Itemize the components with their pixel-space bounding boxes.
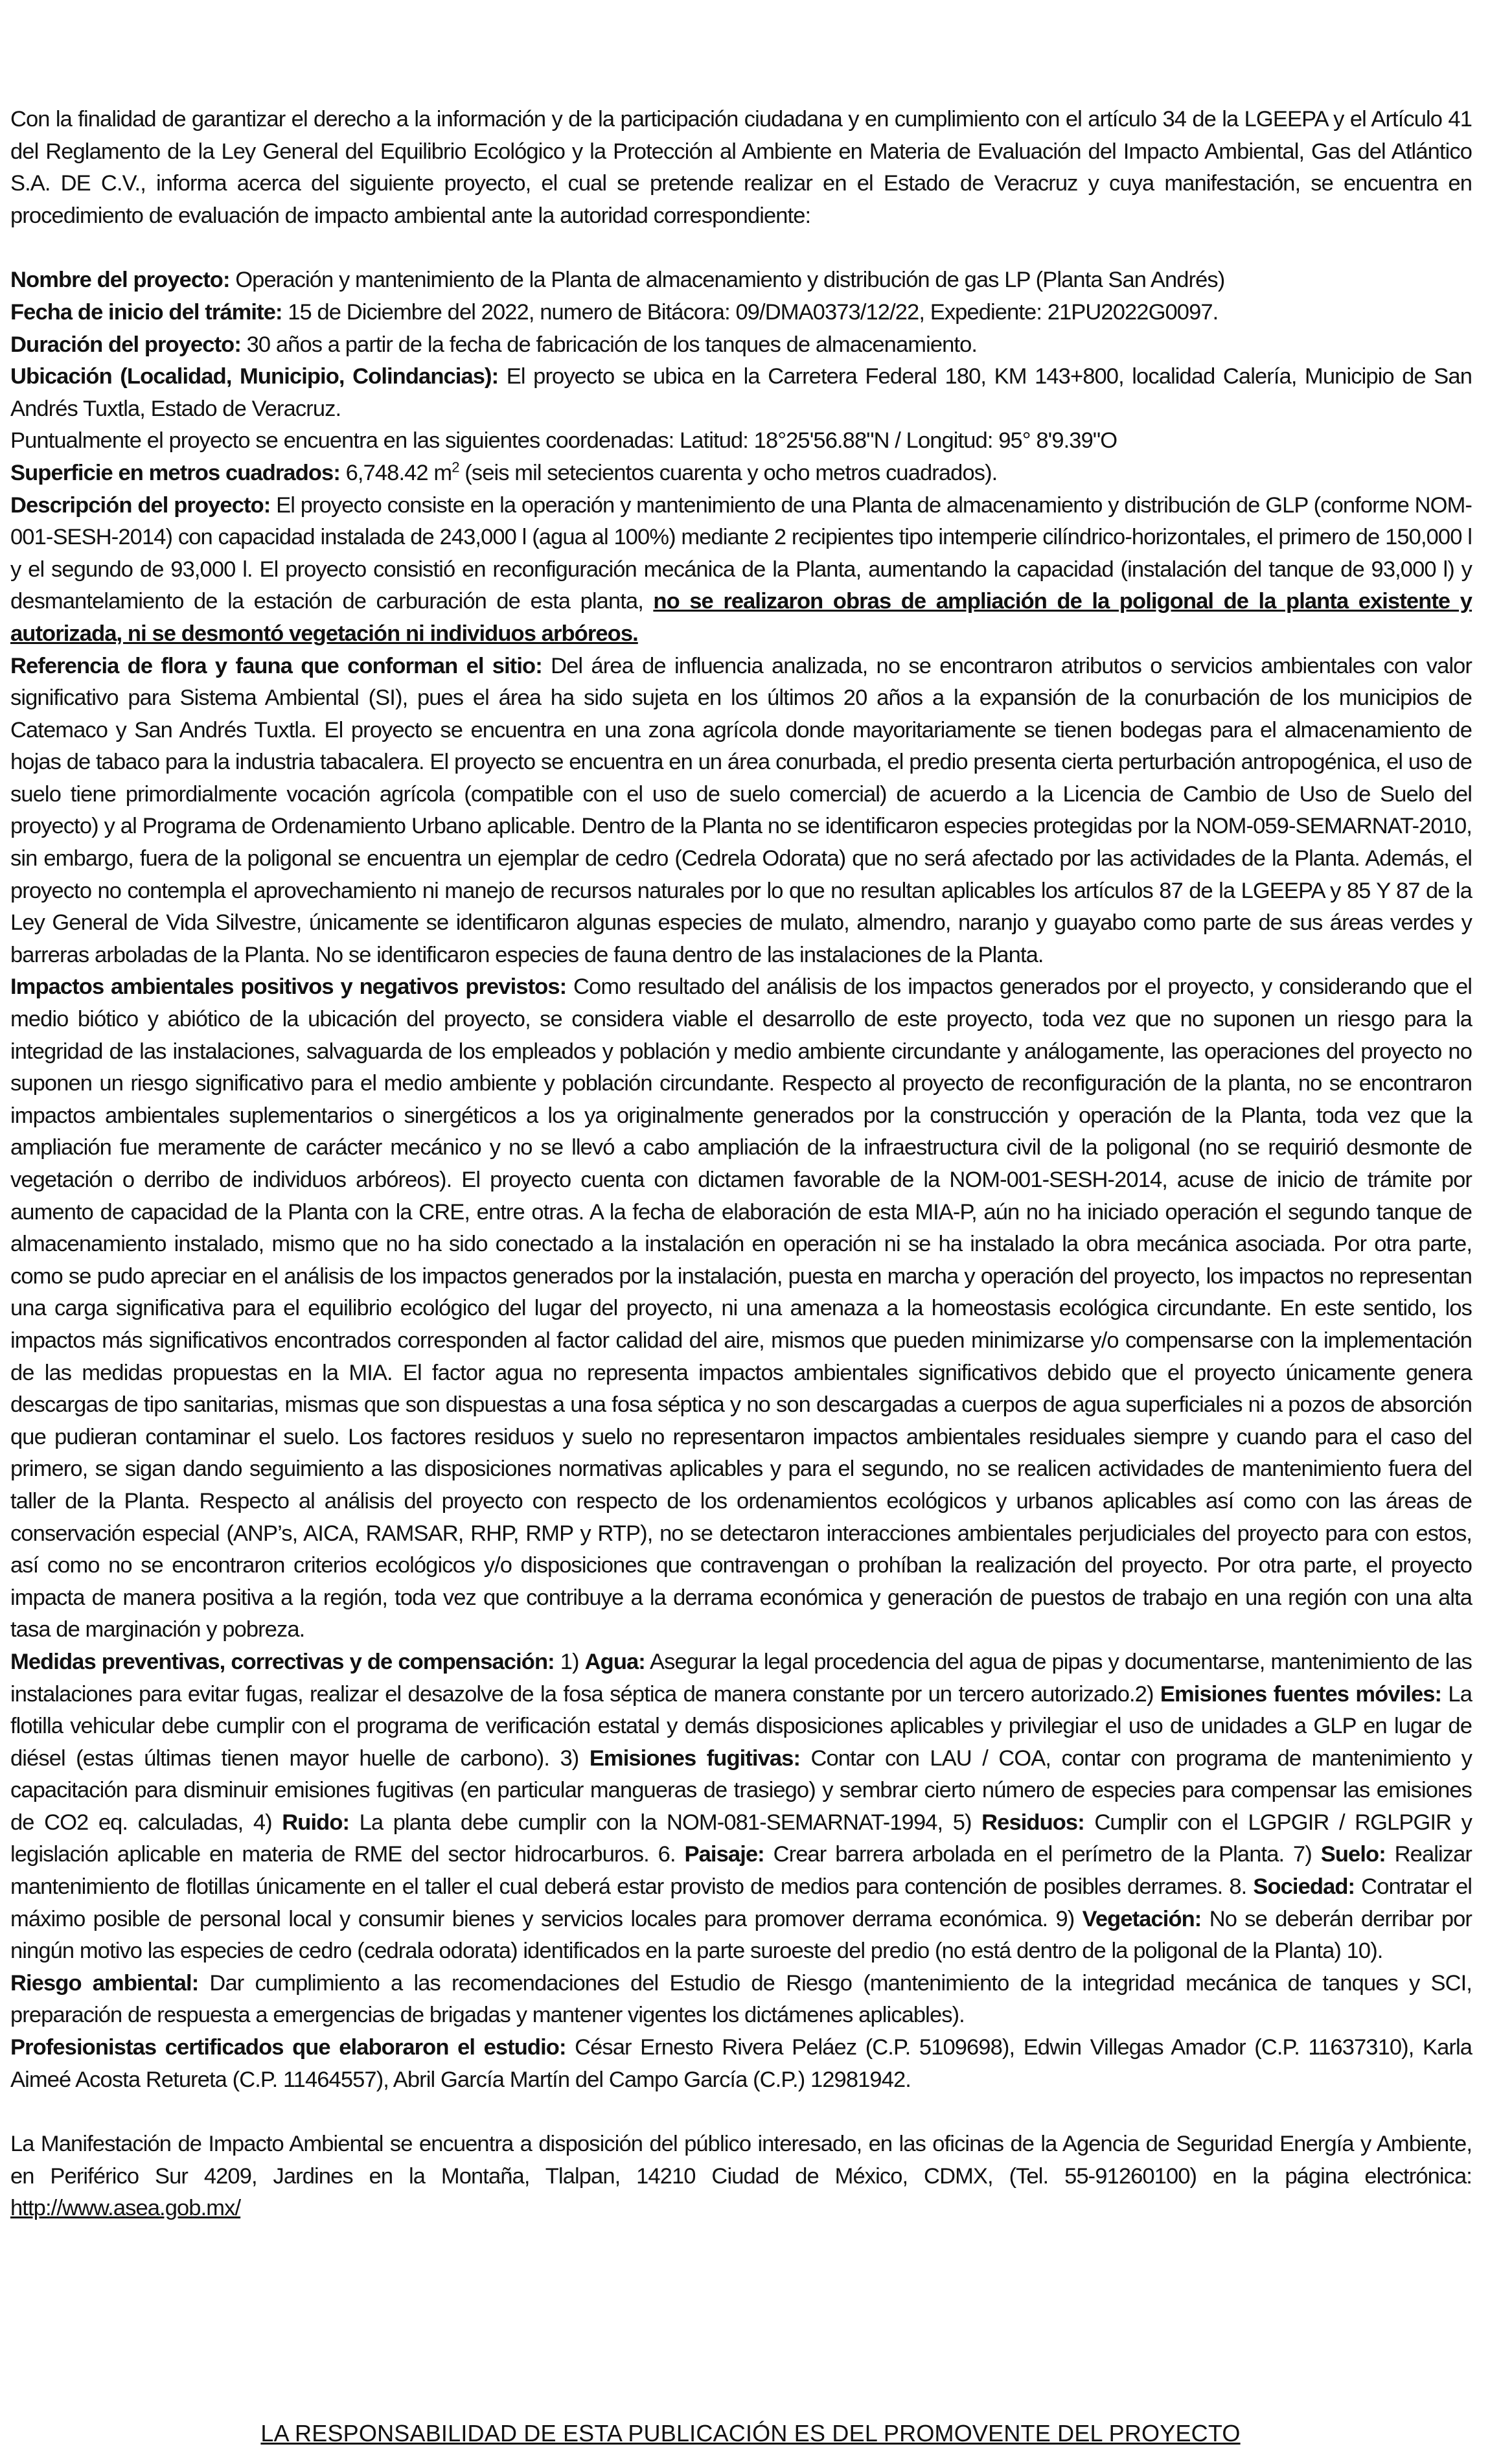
environmental-risk [10,1968,1472,2032]
measure-soil-label: Suelo: [1320,1842,1386,1867]
measure-soil: Realizar mantenimiento de flotillas únicamente en el taller el cual deberá estar provisto de medios para contención de posibles derrames. 8. [10,1842,1472,1900]
measure-vegetation-label: Vegetación: [1082,1906,1202,1931]
measure-waste: Cumplir con el LGPGIR / RGLPGIR y legislación aplicable en materia de RME del sector hidrocarburos. 6. [10,1810,1472,1867]
measure-waste-label: Residuos: [981,1810,1084,1835]
environmental-risk-label: Riesgo ambiental: [10,1970,199,1996]
measure-landscape-label: Paisaje: [684,1842,764,1867]
start-date-value: 15 de Diciembre del 2022, numero de Bitácora: 09/DMA0373/12/22, Expediente: 21PU2022G0097. [282,299,1219,325]
measure-vegetation: No se deberán derribar por ningún motivo las especies de cedro (cedrala odorata) identificados en la parte suroeste del predio (no está dentro de la poligonal de la Planta) 10). [10,1906,1472,1964]
location [10,361,1472,425]
duration-label: Duración del proyecto: [10,332,241,357]
surface-label: Superficie en metros cuadrados: [10,460,340,485]
impacts-label: Impactos ambientales positivos y negativos previstos: [10,974,567,1000]
impacts [10,971,1472,1646]
professionals-label: Profesionistas certificados que elaboraron el estudio: [10,2035,566,2060]
environmental-risk-value: Dar cumplimiento a las recomendaciones del Estudio de Riesgo (mantenimiento de la integridad mecánica de tanques y SCI, preparación de respuesta a emergencias de brigadas y mantener vigentes los dictámenes aplicables). [10,1970,1472,2028]
measure-landscape: Crear barrera arbolada en el perímetro de la Planta. 7) [764,1842,1321,1867]
spacer [10,2096,1472,2128]
measure-mobile-label: Emisiones fuentes móviles: [1160,1681,1442,1707]
measure-mobile: La flotilla vehicular debe cumplir con el programa de verificación estatal y demás disposiciones aplicables y privilegiar el uso de unidades a GLP en lugar de diésel (estas últimas tienen mayor huelle de carbono). 3) [10,1681,1472,1771]
location-label: Ubicación (Localidad, Municipio, Colindancias): [10,364,499,389]
coordinates: Puntualmente el proyecto se encuentra en las siguientes coordenadas: Latitud: 18°25'56.88"N / Longitud: 95° 8'9.39"O [10,428,1117,454]
duration-value: 30 años a partir de la fecha de fabricación de los tanques de almacenamiento. [240,332,978,357]
measure-noise: La planta debe cumplir con la NOM-081-SEMARNAT-1994, 5) [349,1810,982,1835]
measure-water-label: Agua: [584,1649,645,1674]
availability-text: La Manifestación de Impacto Ambiental se encuentra a disposición del público interesado, en las oficinas de la Agencia de Seguridad Energía y Ambiente, en Periférico Sur 4209, Jardines en la Montaña, Tlalpan, 14210 Ciudad de México, CDMX, (Tel. 55-91260100) en la página electrónica: [10,2132,1472,2189]
measure-fugitive-label: Emisiones fugitivas: [589,1745,801,1771]
measure-fugitive: Contar con LAU / COA, contar con programa de mantenimiento y capacitación para disminuir emisiones fugitivas (en particular mangueras de trasiego) y sembrar cierto número de especies para compensar las emisiones de CO2 eq. calculadas, 4) [10,1745,1472,1835]
measures [10,1646,1472,1968]
surface-value: 6,748.42 m [339,460,452,485]
location-value: El proyecto se ubica en la Carretera Federal 180, KM 143+800, localidad Calería, Municipio de San Andrés Tuxtla, Estado de Veracruz. [10,364,1472,421]
professionals-value: César Ernesto Rivera Peláez (C.P. 5109698), Edwin Villegas Amador (C.P. 11637310), Karla Aimeé Acosta Retureta (C.P. 11464557), Abril García Martín del Campo García (C.P.) 12981942. [10,2035,1472,2092]
project-name-label: Nombre del proyecto: [10,268,230,293]
impacts-value: Como resultado del análisis de los impactos generados por el proyecto, y considerando que el medio biótico y abiótico de la ubicación del proyecto, se considera viable el desarrollo de este proyecto, toda vez que no suponen un riesgo para la integridad de las instalaciones, salvaguarda de los empleados y población y medio ambiente circundante y análogamente, las operaciones del proyecto no suponen un riesgo significativo para el medio ambiente y población circundante. Respecto al proyecto de reconfiguración de la planta, no se encontraron impactos ambientales suplementarios o sinergéticos a los ya originalmente generados por la construcción y operación de la Planta, toda vez que la ampliación fue meramente de carácter mecánico y no se llevó a cabo ampliación de la infraestructura civil de la poligonal (no se requirió desmonte de vegetación o derribo de individuos arbóreos). El proyecto cuenta con dictamen favorable de la NOM-001-SESH-2014, acuse de inicio de trámite por aumento de capacidad de la Planta con la CRE, entre otras. A la fecha de elaboración de esta MIA-P, aún no ha iniciado operación el segundo tanque de almacenamiento instalado, mismo que no ha sido conectado a la instalación en operación ni se ha instalado la obra mecánica asociada. Por otra parte, como se pudo apreciar en el análisis de los impactos generados por la instalación, puesta en marcha y operación del proyecto, los impactos no representan una carga significativa para el equilibrio ecológico del lugar del proyecto, ni una amenaza a la homeostasis ecológica circundante. En este sentido, los impactos más significativos encontrados corresponden al factor calidad del aire, mismos que pueden minimizarse y/o compensarse con la implementación de las medidas propuestas en la MIA. El factor agua no representa impactos ambientales significativos debido que el proyecto únicamente genera descargas de tipo sanitarias, mismas que son dispuestas a una fosa séptica y no son descargadas a cuerpos de agua superficiales ni a pozos de absorción que pudieran contaminar el suelo. Los factores residuos y suelo no representaron impactos ambientales residuales siempre y cuando para el caso del primero, se sigan dando seguimiento a las disposiciones normativas aplicables y para el segundo, no se realicen actividades de mantenimiento fuera del taller de la Planta. Respecto al análisis del proyecto con respecto de los ordenamientos ecológicos y urbanos aplicables así como con las áreas de conservación especial (ANP’s, AICA, RAMSAR, RHP, RMP y RTP), no se detectaron interacciones ambientales perjudiciales del proyecto para con estos, así como no se encontraron criterios ecológicos y/o disposiciones que contravengan o prohíban la realización del proyecto. Por otra parte, el proyecto impacta de manera positiva a la región, toda vez que contribuye a la derrama económica y generación de puestos de trabajo en una región con una alta tasa de marginación y pobreza. [10,974,1472,1642]
spacer [10,232,1472,264]
description [10,490,1472,651]
measure-society: Contratar el máximo posible de personal local y consumir bienes y servicios locales para promover derrama económica. 9) [10,1874,1472,1931]
measure-noise-label: Ruido: [282,1810,350,1835]
footer-text: LA RESPONSABILIDAD DE ESTA PUBLICACIÓN ES DEL PROMOVENTE DEL PROYECTO [260,2420,1241,2447]
project-name-value: Operación y mantenimiento de la Planta de almacenamiento y distribución de gas LP (Planta San Andrés) [229,268,1225,293]
intro-paragraph: Con la finalidad de garantizar el derecho a la información y de la participación ciudadana y en cumplimiento con el artículo 34 de la LGEEPA y el Artículo 41 del Reglamento de la Ley General del Equilibrio Ecológico y la Protección al Ambiente en Materia de Evaluación del Impacto Ambiental, Gas del Atlántico S.A. DE C.V., informa acerca del siguiente proyecto, el cual se pretende realizar en el Estado de Veracruz y cuya manifestación, se encuentra en procedimiento de evaluación de impacto ambiental ante la autoridad correspondiente: [10,107,1472,228]
measure-water: Asegurar la legal procedencia del agua de pipas y documentarse, mantenimiento de las instalaciones para evitar fugas, realizar el desazolve de la fosa séptica de manera constante por un tercero autorizado.2) [10,1649,1472,1707]
start-date-label: Fecha de inicio del trámite: [10,299,282,325]
start-date [10,297,1472,329]
flora-fauna [10,651,1472,972]
surface-unit-exponent: 2 [452,459,459,476]
project-name [10,264,1472,297]
duration [10,329,1472,362]
document-body [10,104,1472,2225]
responsibility-footer [0,2418,1501,2449]
surface [10,457,1472,490]
flora-fauna-value: Del área de influencia analizada, no se encontraron atributos o servicios ambientales con valor significativo para Sistema Ambiental (SI), pues el área ha sido sujeta en los últimos 20 años a la expansión de la conurbación de los municipios de Catemaco y San Andrés Tuxtla. El proyecto se encuentra en una zona agrícola donde mayoritariamente se tienen bodegas para el almacenamiento de hojas de tabaco para la industria tabacalera. El proyecto se encuentra en un área conurbada, el predio presenta cierta perturbación antropogénica, el uso de suelo tiene primordialmente vocación agrícola (compatible con el uso de suelo comercial) de acuerdo a la Licencia de Cambio de Uso de Suelo del proyecto) y al Programa de Ordenamiento Urbano aplicable. Dentro de la Planta no se identificaron especies protegidas por la NOM-059-SEMARNAT-2010, sin embargo, fuera de la poligonal se encuentra un ejemplar de cedro (Cedrela Odorata) que no será afectado por las actividades de la Planta. Además, el proyecto no contempla el aprovechamiento ni manejo de recursos naturales por lo que no resultan aplicables los artículos 87 de la LGEEPA y 85 Y 87 de la Ley General de Vida Silvestre, únicamente se identificaron algunas especies de mulato, almendro, naranjo y guayabo como parte de sus áreas verdes y barreras arboladas de la Planta. No se identificaron especies de fauna dentro de las instalaciones de la Planta. [10,653,1472,967]
surface-words: (seis mil setecientos cuarenta y ocho metros cuadrados). [459,460,998,485]
measure-society-label: Sociedad: [1253,1874,1355,1900]
measures-label: Medidas preventivas, correctivas y de compensación: [10,1649,555,1674]
description-emphasis: no se realizaron obras de ampliación de la poligonal de la planta existente y autorizada, ni se desmontó vegetación ni individuos arbóreos. [10,589,1472,646]
professionals [10,2032,1472,2096]
description-value: El proyecto consiste en la operación y mantenimiento de una Planta de almacenamiento y distribución de GLP (conforme NOM-001-SESH-2014) con capacidad instalada de 243,000 l (agua al 100%) mediante 2 recipientes tipo intemperie cilíndrico-horizontales, el primero de 150,000 l y el segundo de 93,000 l. El proyecto consistió en reconfiguración mecánica de la Planta, aumentando la capacidad (instalación del tanque de 93,000 l) y desmantelamiento de la estación de carburación de esta planta, [10,492,1472,614]
measures-text: 1) [554,1649,585,1674]
flora-fauna-label: Referencia de flora y fauna que conforman el sitio: [10,653,542,678]
asea-website-link[interactable]: http://www.asea.gob.mx/ [10,2196,241,2221]
description-label: Descripción del proyecto: [10,492,271,518]
availability-notice [10,2128,1472,2225]
